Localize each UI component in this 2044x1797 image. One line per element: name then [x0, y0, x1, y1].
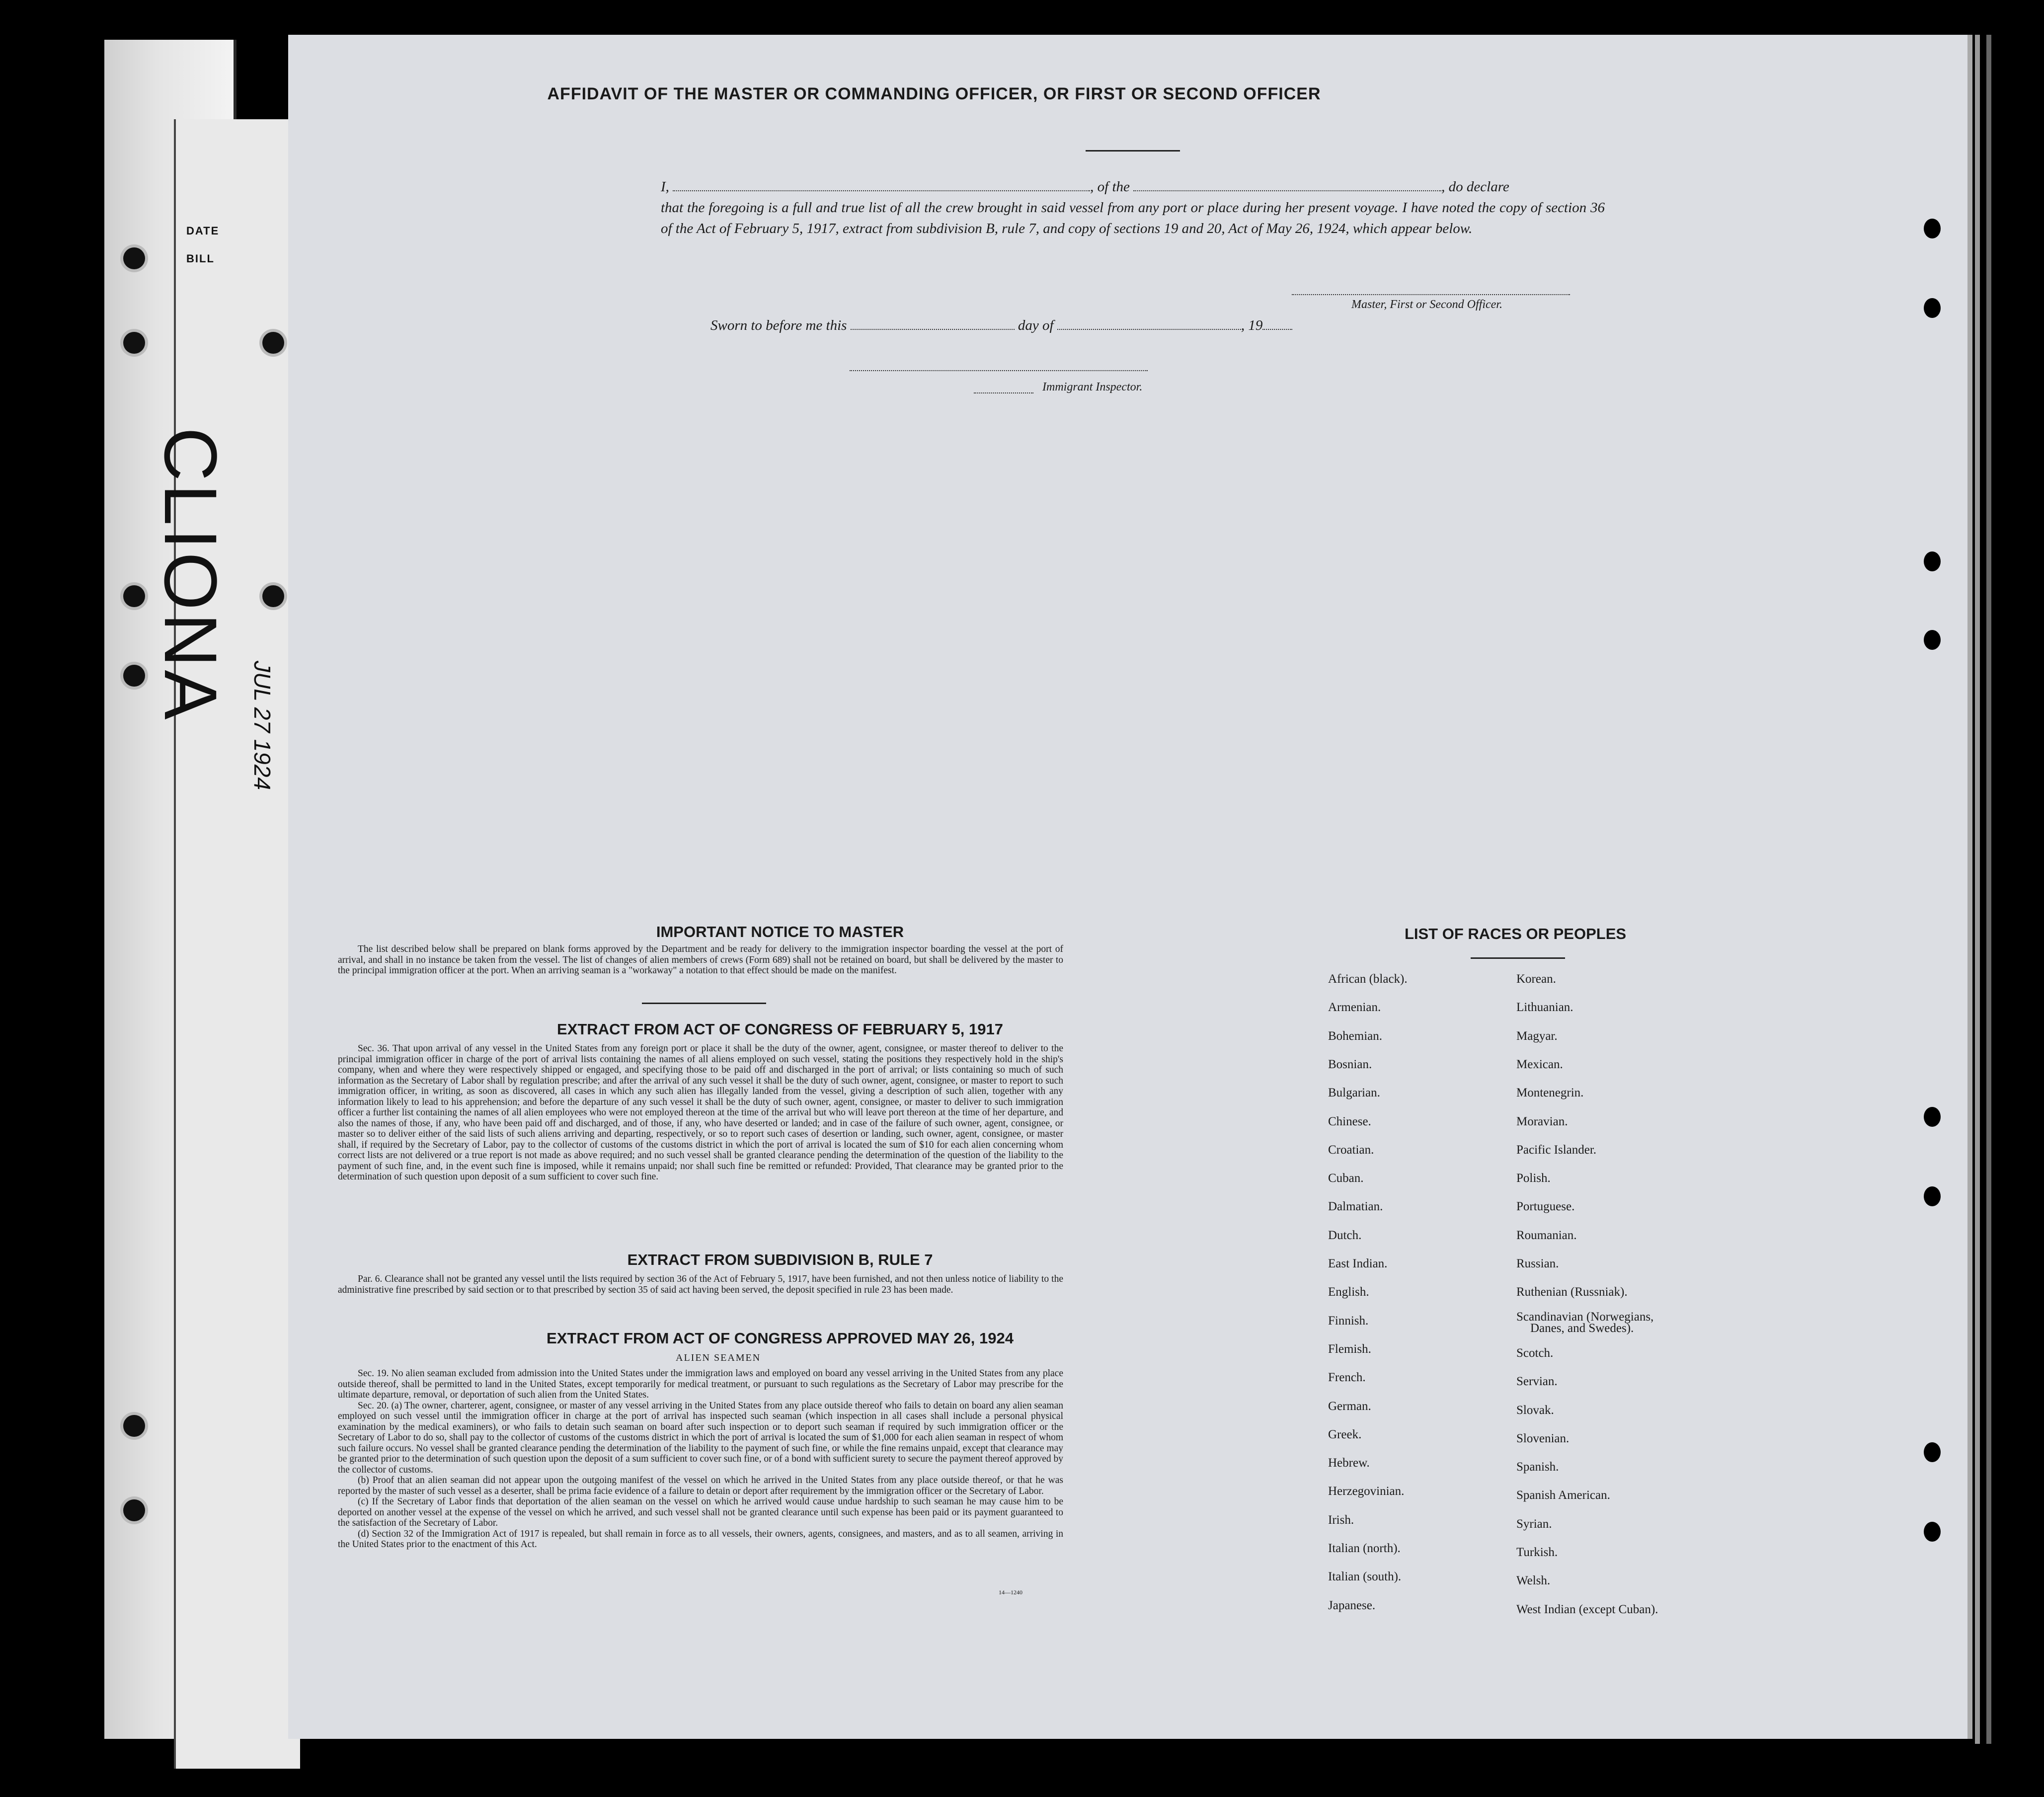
affidavit-line1-i: I, — [661, 179, 669, 195]
name-blank[interactable] — [673, 177, 1090, 191]
race-item: English. — [1328, 1285, 1369, 1299]
race-item: Dutch. — [1328, 1228, 1362, 1242]
race-item: Turkish. — [1516, 1546, 1558, 1559]
race-item: Welsh. — [1516, 1574, 1551, 1588]
punch-hole — [1924, 1522, 1941, 1542]
binder-hole — [123, 665, 145, 687]
page-edge — [1975, 35, 1980, 1744]
affidavit-line2: that the foregoing is a full and true list of all the crew brought in said vessel from any port or place during her present voyage. — [661, 200, 1399, 216]
extract2-text — [338, 1274, 1063, 1295]
race-item: Japanese. — [1328, 1598, 1376, 1612]
race-item: Mexican. — [1516, 1057, 1563, 1071]
race-item: Slovak. — [1516, 1403, 1554, 1417]
race-item: East Indian. — [1328, 1257, 1388, 1270]
punch-hole — [1924, 1186, 1941, 1206]
binder-hole — [123, 1415, 145, 1437]
divider — [1086, 150, 1180, 152]
binder-hole — [123, 332, 145, 354]
sworn-day-of: day of — [1018, 317, 1054, 333]
race-item: Russian. — [1516, 1257, 1559, 1270]
affidavit-line3: I have noted the copy of section 36 of the Act of February 5, 1917, extract from subdivision B, rule 7, and copy of sections 19 and 20, Act of May 26, 1924, which appear below. — [661, 200, 1605, 236]
race-item: Pacific Islander. — [1516, 1143, 1597, 1157]
sworn-year-blank[interactable] — [1262, 317, 1292, 330]
race-item: Herzegovinian. — [1328, 1484, 1405, 1498]
extract3-sec19: Sec. 19. No alien seaman excluded from admission into the United States under the immigration laws and employed on board any vessel arriving in the United States from any place outside thereof, shall be permitted to land in the United States, except temporarily for medical treatment, or pursuant to such regulations as the Secretary of Labor may prescribe for the ultimate departure, removal, or deportation of such alien from the United States. — [338, 1368, 1063, 1400]
extract3-sec20a: Sec. 20. (a) The owner, charterer, agent, consignee, or master of any vessel arriving in the United States from any place outside thereof who fails to detain on board any alien seaman employed on such vessel until the immigration officer in charge at the port of arrival has inspected such seaman (which inspection in all cases shall include a personal physical examination by the medical examiners), or who fails to detain such seaman on board after such inspection or to deport such seaman if required by such immigration officer or the Secretary of Labor to do so, shall pay to the collector of customs of the customs district in which the port of arrival is located the sum of $1,000 for each alien seaman in respect of whom such failure occurs. No vessel shall be granted clearance pending the determination of the liability to the payment of such fine, or while the fine remains unpaid, except that clearance may be granted prior to the determination of such question upon the deposit of a sum sufficient to cover such fine, or of a bond with sufficient surety to secure the payment thereof approved by the collector of customs. — [338, 1400, 1063, 1475]
notice-paragraph: The list described below shall be prepared on blank forms approved by the Department and be ready for delivery to the immigration inspector boarding the vessel at the port of arrival, and shall in no instance be taken from the vessel. The list of changes of alien members of crews (Form 689) shall not be retained on board, but shall be delivered by the master to the principal immigration officer at the port. When an arriving seaman is a "workaway" a notation to that effect should be made on the manifest. — [338, 944, 1063, 976]
extract1-sec36: Sec. 36. That upon arrival of any vessel in the United States from any foreign port or place it shall be the duty of the owner, agent, consignee, or master thereof to deliver to the principal immigration officer in charge of the port of arrival lists containing the names of all aliens employed on such vessel, stating the positions they respectively hold in the ship's company, when and where they were respectively shipped or engaged, and specifying those to be paid off and discharged in the port of arrival; or lists containing so much of such information as the Secretary of Labor shall by regulation prescribe; and after the arrival of any such vessel it shall be the duty of such owner, agent, consignee, or master to report to such immigration officer, in writing, as soon as discovered, all cases in which any such alien has illegally landed from the vessel, giving a description of such alien, together with any information likely to lead to his apprehension; and before the departure of any such vessel it shall be the duty of such owner, agent, consignee, or master to deliver to such immigration officer a further list containing the names of all alien employees who were not employed thereon at the time of the arrival but who will leave port thereon at the time of her departure, and also the names of those, if any, who have been paid off and discharged, and of those, if any, who have deserted or landed; and in case of the failure of such owner, agent, consignee, or master so to deliver either of the said lists of such aliens arriving and departing, respectively, or so to report such cases of desertion or landing, such owner, agent, consignee, or master shall, if required by the Secretary of Labor, pay to the collector of customs of the customs district in which the port of arrival is located the sum of $10 for each alien concerning whom correct lists are not delivered or a true report is not made as above required; and no such vessel shall be granted clearance pending the determination of the question of the liability to the payment of such fine, and, in the event such fine is imposed, while it remains unpaid; nor shall such fine be remitted or refunded: Provided, That clearance may be granted prior to the determination of such question upon deposit of a sum sufficient to cover such fine. — [338, 1043, 1063, 1182]
form-number: 14—1240 — [999, 1589, 1022, 1596]
affidavit-title: AFFIDAVIT OF THE MASTER OR COMMANDING OFFICER, OR FIRST OR SECOND OFFICER — [547, 84, 1321, 103]
sworn-day-blank[interactable] — [851, 317, 1015, 330]
extract3-title: EXTRACT FROM ACT OF CONGRESS APPROVED MAY 26, 1924 — [547, 1329, 1014, 1347]
race-item: Greek. — [1328, 1427, 1362, 1441]
punch-hole — [1924, 1442, 1941, 1462]
race-item: Slovenian. — [1516, 1431, 1570, 1445]
race-item: Spanish. — [1516, 1460, 1559, 1474]
race-item: Bulgarian. — [1328, 1086, 1380, 1100]
race-item: Moravian. — [1516, 1114, 1568, 1128]
race-item: African (black). — [1328, 972, 1408, 986]
race-item: German. — [1328, 1399, 1371, 1413]
extract3-sec20c: (c) If the Secretary of Labor finds that deportation of the alien seaman on the vessel on which he arrived would cause undue hardship to such seaman he may cause him to be deported on another vessel at the expense of the vessel on which he arrived, and such vessel shall not be granted clearance until such expense has been paid or its payment guaranteed to the satisfaction of the Secretary of Labor. — [338, 1496, 1063, 1528]
race-item: Syrian. — [1516, 1517, 1552, 1531]
inspector-caption: Immigrant Inspector. — [1042, 381, 1143, 393]
extract3-sec20d: (d) Section 32 of the Immigration Act of 1917 is repealed, but shall remain in force as to all vessels, their owners, agents, consignees, and masters, and as to all seamen, arriving in the United States prior to the enactment of this Act. — [338, 1528, 1063, 1550]
extract3-subtitle: ALIEN SEAMEN — [676, 1352, 761, 1363]
binder-hole — [123, 247, 145, 269]
affidavit-paragraph — [661, 176, 1605, 239]
sworn-text: Sworn to before me this — [710, 317, 847, 333]
punch-hole — [1924, 298, 1941, 318]
divider — [642, 1003, 766, 1004]
race-item: West Indian (except Cuban). — [1516, 1602, 1658, 1616]
ship-date-stamp: JUL 27 1924 — [249, 661, 275, 790]
punch-hole — [1924, 551, 1941, 571]
extract3-text — [338, 1368, 1063, 1550]
extract3-sec20b: (b) Proof that an alien seaman did not appear upon the outgoing manifest of the vessel on which he arrived in the United States from any place outside thereof, or that he was reported by the master of such vessel as a deserter, shall be prima facie evidence of a failure to detain or deport after requirement by the immigration officer or the Secretary of Labor. — [338, 1475, 1063, 1496]
race-item: Bohemian. — [1328, 1029, 1383, 1043]
race-item: Scandinavian (Norwegians, — [1516, 1310, 1654, 1324]
binder-hole — [262, 332, 284, 354]
punch-hole — [1924, 1107, 1941, 1127]
race-item: Korean. — [1516, 972, 1556, 986]
binder-hole — [262, 585, 284, 607]
race-item: French. — [1328, 1371, 1366, 1385]
master-signature-line[interactable] — [1292, 294, 1570, 295]
race-item: Roumanian. — [1516, 1228, 1577, 1242]
extract2-par6: Par. 6. Clearance shall not be granted any vessel until the lists required by section 36 of the Act of February 5, 1917, have been furnished, and not then unless notice of liability to the administrative fine prescribed by said section or to that prescribed by section 35 of said act having been served, the deposit specified in rule 23 has been made. — [338, 1274, 1063, 1295]
race-item: Ruthenian (Russniak). — [1516, 1285, 1628, 1299]
ship-name-handwritten: CLIONA — [149, 427, 233, 723]
race-item: Portuguese. — [1516, 1200, 1575, 1214]
race-item: Spanish American. — [1516, 1488, 1610, 1502]
race-item: Dalmatian. — [1328, 1200, 1383, 1214]
race-item: Irish. — [1328, 1513, 1354, 1527]
punch-hole — [1924, 219, 1941, 238]
master-caption: Master, First or Second Officer. — [1351, 298, 1502, 311]
race-item: Chinese. — [1328, 1114, 1371, 1128]
bill-label: BILL — [186, 252, 215, 265]
extract2-title: EXTRACT FROM SUBDIVISION B, RULE 7 — [627, 1251, 933, 1268]
race-item: Magyar. — [1516, 1029, 1558, 1043]
race-item: Finnish. — [1328, 1314, 1369, 1328]
divider — [1471, 957, 1565, 959]
race-item: Armenian. — [1328, 1001, 1381, 1015]
sworn-line — [710, 317, 1292, 334]
race-item: Polish. — [1516, 1172, 1551, 1185]
folder-sheet — [174, 119, 300, 1769]
binder-hole — [123, 1499, 145, 1521]
date-label: DATE — [186, 225, 220, 237]
affidavit-line1-declare: , do declare — [1441, 179, 1509, 195]
extract1-title: EXTRACT FROM ACT OF CONGRESS OF FEBRUARY 5, 1917 — [557, 1020, 1003, 1038]
notice-text — [338, 944, 1063, 976]
punch-hole — [1924, 630, 1941, 650]
races-title: LIST OF RACES OR PEOPLES — [1404, 925, 1627, 942]
inspector-short-line — [974, 392, 1033, 393]
race-item: Scotch. — [1516, 1346, 1554, 1360]
affidavit-line1-of: , of the — [1090, 179, 1130, 195]
sworn-month-blank[interactable] — [1057, 317, 1241, 330]
race-item: Croatian. — [1328, 1143, 1374, 1157]
page-edge — [1986, 35, 1991, 1744]
vessel-blank[interactable] — [1133, 177, 1441, 191]
race-item: Montenegrin. — [1516, 1086, 1584, 1100]
race-item: Italian (south). — [1328, 1570, 1402, 1584]
notice-title: IMPORTANT NOTICE TO MASTER — [656, 923, 904, 940]
race-item: Bosnian. — [1328, 1057, 1372, 1071]
race-item: Servian. — [1516, 1375, 1558, 1389]
race-item: Lithuanian. — [1516, 1001, 1573, 1015]
binder-hole — [123, 585, 145, 607]
sworn-year: , 19 — [1241, 317, 1263, 333]
extract1-text — [338, 1043, 1063, 1182]
race-item: Cuban. — [1328, 1172, 1364, 1185]
race-item: Flemish. — [1328, 1342, 1371, 1356]
race-item: Italian (north). — [1328, 1542, 1401, 1555]
race-item: Hebrew. — [1328, 1456, 1370, 1470]
inspector-signature-line[interactable] — [850, 370, 1148, 371]
race-item-continuation: Danes, and Swedes). — [1530, 1322, 1634, 1335]
